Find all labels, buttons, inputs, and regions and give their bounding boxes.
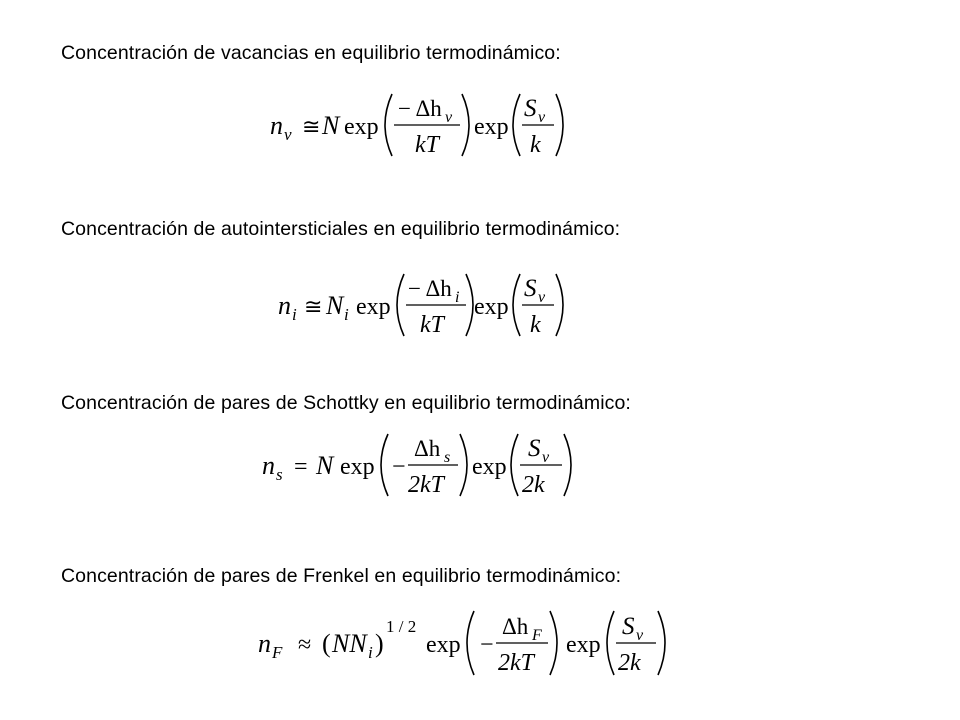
right-paren-2 <box>556 274 563 336</box>
numerator-1-subscript: i <box>455 289 460 306</box>
lhs-subscript: F <box>272 643 283 662</box>
left-paren-2 <box>513 274 520 336</box>
denominator-1: kT <box>420 312 444 338</box>
numerator-1: − Δh <box>408 276 452 301</box>
equation-frenkel-svg <box>258 608 678 676</box>
equation-frenkel <box>258 608 678 676</box>
equation-self-interstitials <box>278 272 598 336</box>
right-paren-1 <box>550 611 557 675</box>
left-paren-2 <box>511 434 518 496</box>
right-paren-1 <box>466 274 473 336</box>
right-paren-1 <box>462 94 469 156</box>
lhs-subscript: s <box>276 465 283 484</box>
right-paren-2 <box>556 94 563 156</box>
exp-label-2: exp <box>472 454 507 480</box>
numerator-2-subscript: v <box>542 449 550 466</box>
exp-label-1: exp <box>426 632 461 658</box>
exp-label-2: exp <box>566 632 601 658</box>
lhs-variable: n <box>278 291 291 320</box>
prefactor: NN <box>332 629 367 658</box>
denominator-1: 2kT <box>408 472 444 498</box>
prefactor: N <box>316 451 334 480</box>
equation-schottky <box>262 432 592 498</box>
prefactor-close-paren: ) <box>375 629 384 658</box>
denominator-2: 2k <box>618 650 641 676</box>
exp-label-2: exp <box>474 294 509 320</box>
exp-label-1: exp <box>356 294 391 320</box>
heading-frenkel: Concentración de pares de Frenkel en equilibrio termodinámico: <box>61 565 622 587</box>
equation-self-interstitials-svg <box>278 272 598 336</box>
denominator-2: 2k <box>522 472 545 498</box>
exp-label-1: exp <box>340 454 375 480</box>
lhs-subscript: i <box>292 305 297 324</box>
denominator-1: 2kT <box>498 650 534 676</box>
relation-symbol: ≅ <box>304 294 323 319</box>
left-paren-1 <box>385 94 392 156</box>
left-paren-2 <box>607 611 614 675</box>
heading-schottky: Concentración de pares de Schottky en equilibrio termodinámico: <box>61 392 631 414</box>
numerator-2-subscript: v <box>538 109 546 126</box>
heading-vacancies: Concentración de vacancias en equilibrio termodinámico: <box>61 42 561 64</box>
numerator-2: S <box>622 613 635 640</box>
minus-sign-1: − <box>480 632 494 658</box>
prefactor-subscript: i <box>344 305 349 324</box>
lhs-variable: n <box>270 111 283 140</box>
prefactor-exponent: 1 / 2 <box>386 617 417 636</box>
equation-vacancies <box>270 92 590 156</box>
numerator-2-subscript: v <box>636 627 644 644</box>
right-paren-2 <box>658 611 665 675</box>
numerator-1-subscript: F <box>532 627 542 644</box>
lhs-variable: n <box>258 629 271 658</box>
exp-label-2: exp <box>474 114 509 140</box>
left-paren-1 <box>381 434 388 496</box>
left-paren-1 <box>397 274 404 336</box>
left-paren-2 <box>513 94 520 156</box>
right-paren-2 <box>564 434 571 496</box>
relation-symbol: = <box>294 454 308 480</box>
relation-symbol: ≅ <box>302 114 321 139</box>
numerator-2: S <box>528 435 541 462</box>
equation-schottky-svg <box>262 432 592 498</box>
relation-symbol: ≈ <box>298 632 312 658</box>
denominator-2: k <box>530 132 541 158</box>
equation-vacancies-svg <box>270 92 590 156</box>
denominator-1: kT <box>415 132 439 158</box>
numerator-2-subscript: v <box>538 289 546 306</box>
numerator-1: Δh <box>414 436 441 461</box>
left-paren-1 <box>467 611 474 675</box>
numerator-1-subscript: v <box>445 109 453 126</box>
numerator-2: S <box>524 275 537 302</box>
denominator-2: k <box>530 312 541 338</box>
lhs-variable: n <box>262 451 275 480</box>
prefactor: N <box>326 291 344 320</box>
heading-self-interstitials: Concentración de autointersticiales en equilibrio termodinámico: <box>61 218 621 240</box>
numerator-2: S <box>524 95 537 122</box>
prefactor-open-paren: ( <box>322 629 331 658</box>
numerator-1: Δh <box>502 614 529 639</box>
minus-sign-1: − <box>392 454 406 480</box>
prefactor: N <box>322 111 340 140</box>
prefactor-subscript: i <box>368 643 373 662</box>
numerator-1-subscript: s <box>444 449 451 466</box>
exp-label-1: exp <box>344 114 379 140</box>
numerator-1: − Δh <box>398 96 442 121</box>
lhs-subscript: v <box>284 125 292 144</box>
right-paren-1 <box>460 434 467 496</box>
